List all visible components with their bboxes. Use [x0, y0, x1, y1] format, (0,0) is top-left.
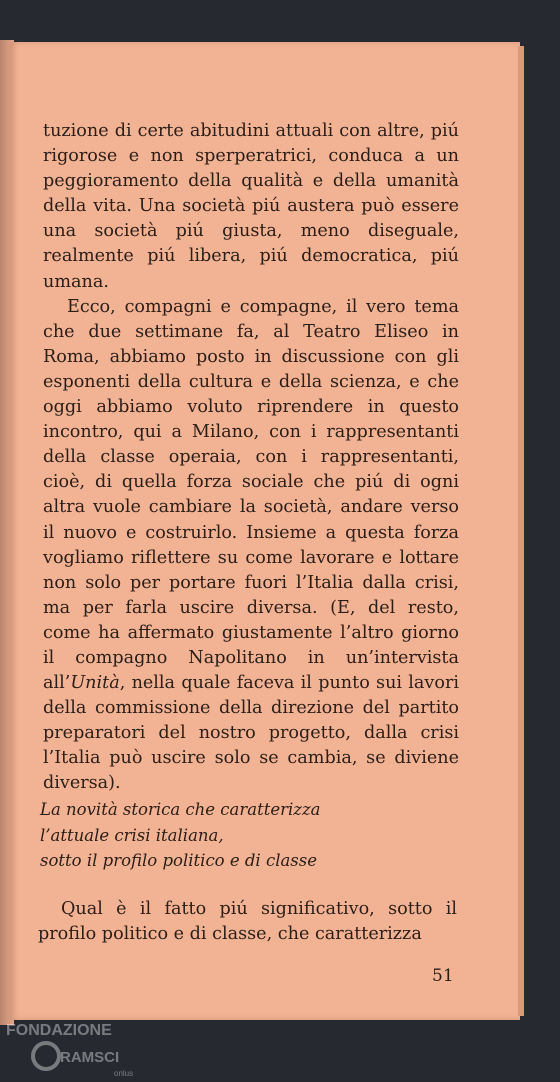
page-edge — [518, 46, 524, 1016]
body-text — [43, 119, 459, 797]
section-heading — [40, 797, 460, 874]
watermark-line3: onlus — [114, 1069, 134, 1078]
paragraph-main-text: Ecco, compagni e compagne, il vero tema che due settimane fa, al Teatro Eliseo in Roma, abbiamo posto in discussione con gli esponenti della cultura e della scienza, e che oggi abbiamo voluto riprendere in questo incontro, qui a Milano, con i rappresentanti della classe operaia, con i rappresentanti, cioè, di quella forza sociale che piú di ogni altra vuole cambiare la società, andare verso il nuovo e costruirlo. Insieme a questa forza vogliamo riflettere su come lavorare e lottare non solo per portare fuori l’Italia dalla crisi, ma per farla uscire diversa. (E, del resto, come ha affermato giustamente l’altro giorno il compagno Napolitano in un’intervista all’ — [43, 296, 459, 694]
watermark-line1: FONDAZIONE — [6, 1022, 112, 1039]
paragraph-closing: Qual è il fatto piú significativo, sotto il profilo politico e di classe, che caratterizza — [38, 899, 457, 945]
paragraph-main-text-end: , nella quale faceva il punto sui lavori della commissione della direzione del partito preparatori del nostro progetto, dalla crisi l’Italia può uscire solo se cambia, se diviene diversa). — [43, 673, 459, 794]
newspaper-title: Unità — [70, 673, 120, 694]
fondazione-gramsci-watermark — [4, 1018, 144, 1078]
section-heading-line: La novità storica che caratterizza — [40, 800, 321, 819]
section-heading-line: l’attuale crisi italiana, — [40, 825, 224, 845]
paragraph-continuation: tuzione di certe abitudini attuali con altre, piú rigorose e non sperperatrici, conduca a un peggioramento della qualità e della umanità della vita. Una società piú austera può essere una società piú giusta, meno diseguale, realmente piú libera, piú democratica, piú umana. — [43, 121, 459, 292]
page-number: 51 — [432, 966, 454, 986]
watermark-g-mark — [33, 1043, 59, 1069]
watermark-line2: RAMSCI — [60, 1049, 120, 1066]
paragraph-main — [43, 295, 459, 797]
watermark-logo — [4, 1018, 144, 1078]
section-heading-line: sotto il profilo politico e di classe — [40, 851, 318, 870]
